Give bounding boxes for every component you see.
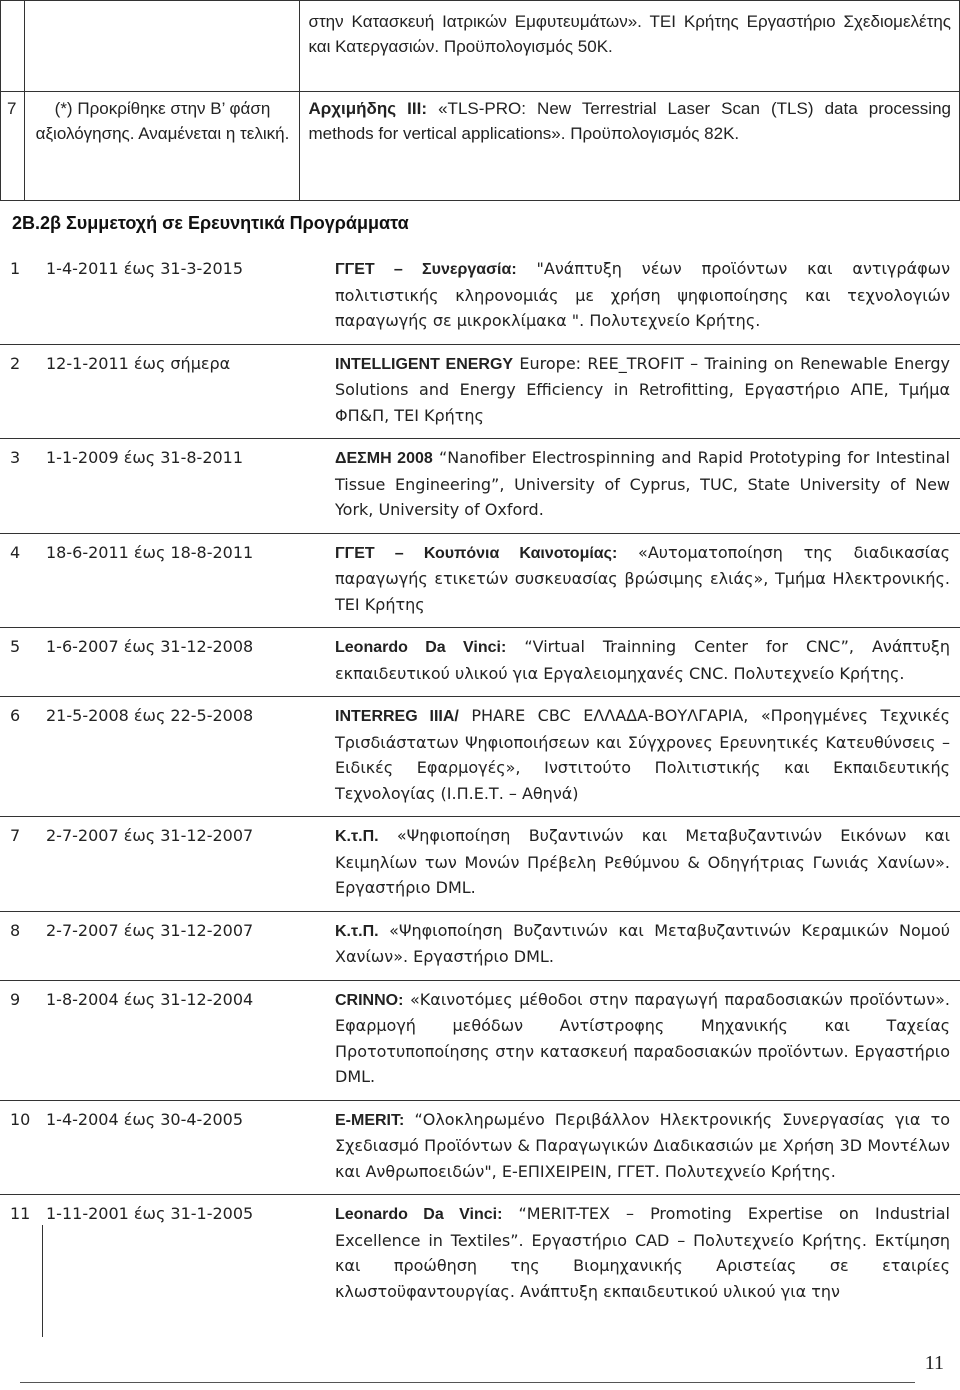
item-description [335, 345, 950, 439]
table-cell-left: (*) Προκρίθηκε στην Β’ φάση αξιολόγησης. Αναμένεται η τελική. [25, 92, 300, 201]
program-name: CRINNO: [335, 991, 404, 1009]
page-number: 11 [924, 1352, 944, 1374]
list-item [0, 534, 960, 629]
item-description [335, 1101, 950, 1195]
item-description [335, 1195, 950, 1314]
table-row [1, 92, 960, 201]
section-title: 2Β.2β Συμμετοχή σε Ερευνητικά Προγράμματα [12, 213, 409, 233]
item-description [335, 250, 950, 344]
program-name: Αρχιμήδης III: [308, 99, 428, 118]
item-number: 8 [10, 920, 21, 940]
program-details: «Αυτοματοποίηση της διαδικασίας παραγωγής ετικετών συσκευασίας βρώσιμης ελιάς», Τμήμα Ηλεκτρονικής. ΤΕΙ Κρήτης [335, 542, 950, 614]
item-number: 1 [10, 259, 21, 278]
program-details: “MERIT-TEX – Promoting Expertise on Industrial Excellence in Textiles”. Εργαστήριο CAD – Πολυτεχνείο Κρήτης. Εκτίμηση και προώθηση της Βιομηχανικής Αριστείας σε εταιρίες κλωστοϋφαντουργίας. Ανάπτυξη εκπαιδευτικού υλικού για την [335, 1204, 950, 1301]
list-item [0, 1101, 960, 1196]
item-description [335, 534, 950, 628]
item-number: 2 [10, 353, 21, 373]
item-description [335, 697, 950, 816]
item-number: 9 [10, 989, 21, 1009]
program-name: ΓΓΕΤ – Κουπόνια Καινοτομίας: [335, 544, 618, 562]
table-cell-number: 7 [1, 92, 25, 201]
program-details: «Καινοτόμες μέθοδοι στην παραγωγή παραδοσιακών προϊόντων». Εφαρμογή μεθόδων Αντίστροφης Μηχανικής και Ταχείας Προτοτυποποίησης στην κατασκευή παραδοσιακών προϊόντων. Εργαστήριο DML. [335, 989, 950, 1086]
table-cell-number [1, 1, 25, 92]
program-list [0, 250, 960, 1314]
list-item [0, 697, 960, 817]
item-date-range: 12-1-2011 έως σήμερα [46, 353, 231, 373]
program-details: “Ολοκληρωμένο Περιβάλλον Ηλεκτρονικής Συνεργασίας για το Σχεδιασμό Προϊόντων & Παραγωγικών Διαδικασιών με Χρήση 3D Μοντέλων και Ανθρωποειδών", Ε-ΕΠΙΧΕΙΡΕΙΝ, ΓΓΕΤ. Πολυτεχνείο Κρήτης. [335, 1109, 950, 1181]
program-details: “Nanofiber Electrospinning and Rapid Prototyping for Intestinal Tissue Engineering”, University of Cyprus, TUC, State University of New York, University of Oxford. [335, 448, 950, 519]
list-item [0, 912, 960, 981]
program-name: INTELLIGENT ENERGY [335, 355, 514, 373]
item-number: 4 [10, 542, 21, 562]
program-name: Leonardo Da Vinci: [335, 1206, 503, 1223]
program-name: INTERREG IIIA/ [335, 708, 459, 725]
table-row [1, 1, 960, 92]
list-item [0, 981, 960, 1101]
list-item [0, 628, 960, 697]
item-description [335, 981, 950, 1100]
program-description: «TLS-PRO: New Terrestrial Laser Scan (TLS) data processing methods for vertical applications». Προϋπολογισμός 82Κ. [308, 99, 951, 143]
item-date-range: 18-6-2011 έως 18-8-2011 [46, 542, 254, 562]
list-item [0, 439, 960, 534]
program-name: Κ.τ.Π. [335, 922, 379, 940]
table-cell-right: στην Κατασκευή Ιατρικών Εμφυτευμάτων». ΤΕΙ Κρήτης Εργαστήριο Σχεδιομελέτης και Κατεργασιών. Προϋπολογισμός 50Κ. [300, 1, 960, 92]
item-date-range: 2-7-2007 έως 31-12-2007 [46, 920, 254, 940]
table-cell-left [25, 1, 300, 92]
item-description [335, 912, 950, 980]
item-date-range: 1-6-2007 έως 31-12-2008 [46, 637, 254, 656]
program-details: «Ψηφιοποίηση Βυζαντινών και Μεταβυζαντινών Εικόνων και Κειμηλίων των Μονών Πρέβελη Ρεθύμνου & Οδηγήτριας Γωνιάς Χανίων». Εργαστήριο DML. [335, 826, 950, 897]
footer-rule [20, 1382, 915, 1383]
program-name: Leonardo Da Vinci: [335, 639, 507, 656]
item-number: 5 [10, 637, 21, 656]
program-details: PHARE CBC ΕΛΛΑΔΑ-ΒΟΥΛΓΑΡΙΑ, «Προηγμένες Τεχνικές Τρισδιάστατων Ψηφιοποιήσεων και Σύγχρονες Ερευνητικές Κατευθύνσεις – Ειδικές Εφαρμογές», Ινστιτούτο Πολιτιστικής και Εκπαιδευτικής Τεχνολογίας (Ι.Π.Ε.Τ. – Αθηνά) [335, 706, 951, 803]
item-date-range: 21-5-2008 έως 22-5-2008 [46, 706, 254, 725]
item-date-range: 1-8-2004 έως 31-12-2004 [46, 989, 254, 1009]
item-number: 10 [10, 1109, 31, 1129]
item-description [335, 817, 950, 911]
program-name: Κ.τ.Π. [335, 828, 379, 845]
item-number: 3 [10, 448, 21, 467]
list-item [0, 817, 960, 912]
program-name: ΔΕΣΜΗ 2008 [335, 450, 433, 467]
item-description [335, 628, 950, 696]
list-item [0, 345, 960, 440]
program-details: “Virtual Trainning Center for CNC”, Ανάπτυξη εκπαιδευτικού υλικού για Εργαλειομηχανές CNC. Πολυτεχνείο Κρήτης. [335, 637, 950, 683]
item-date-range: 1-11-2001 έως 31-1-2005 [46, 1204, 254, 1223]
item-date-range: 1-1-2009 έως 31-8-2011 [46, 448, 244, 467]
list-item [0, 250, 960, 345]
item-number: 11 [10, 1204, 31, 1223]
program-name: ΓΓΕΤ – Συνεργασία: [335, 261, 517, 278]
list-item [0, 1195, 960, 1314]
item-number: 6 [10, 706, 21, 725]
program-details: "Ανάπτυξη νέων προϊόντων και αντιγράφων πολιτιστικής κληρονομιάς με χρήση ψηφιοποίησης και τεχνολογιών παραγωγής σε μικροκλίμακα ". Πολυτεχνείο Κρήτης. [335, 259, 951, 330]
top-table [0, 0, 960, 201]
program-details: Europe: REE_TROFIT – Training on Renewable Energy Solutions and Energy Efficiency in Retrofitting, Εργαστήριο ΑΠΕ, Τμήμα ΦΠ&Π, ΤΕΙ Κρήτης [335, 353, 950, 425]
program-details: «Ψηφιοποίηση Βυζαντινών και Μεταβυζαντινών Κεραμικών Νομού Χανίων». Εργαστήριο DML. [335, 920, 950, 966]
column-divider [42, 1225, 43, 1337]
item-date-range: 1-4-2004 έως 30-4-2005 [46, 1109, 244, 1129]
item-date-range: 1-4-2011 έως 31-3-2015 [46, 259, 244, 278]
item-number: 7 [10, 826, 21, 845]
item-date-range: 2-7-2007 έως 31-12-2007 [46, 826, 254, 845]
table-cell-right [300, 92, 960, 201]
program-name: E-MERIT: [335, 1111, 405, 1129]
item-description [335, 439, 950, 533]
